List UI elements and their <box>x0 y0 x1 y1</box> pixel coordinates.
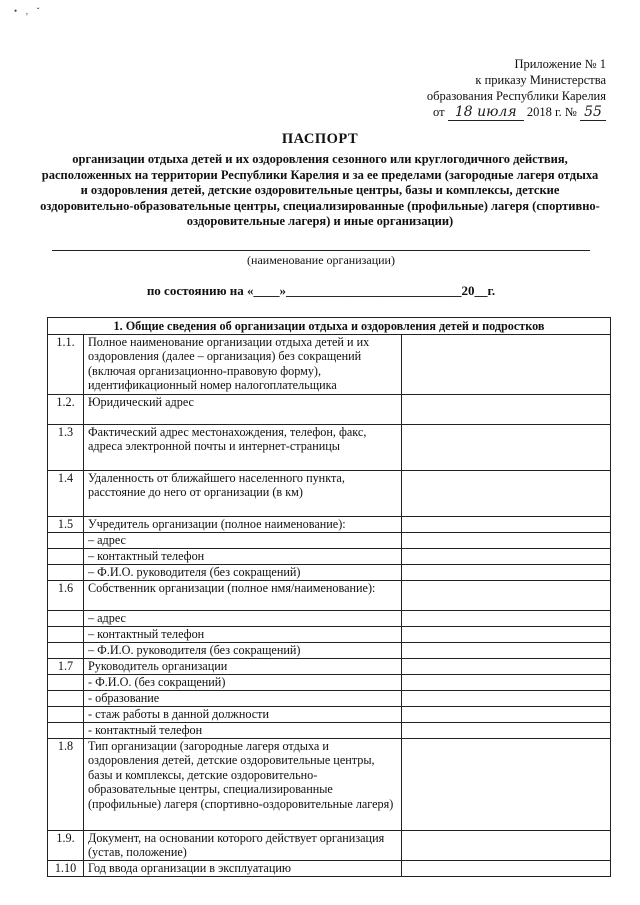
table-row <box>48 580 611 610</box>
row-label: – контактный телефон <box>84 626 402 642</box>
table-row <box>48 564 611 580</box>
table-row <box>48 722 611 738</box>
order-date-line <box>433 104 606 121</box>
document-subtitle: организации отдыха детей и их оздоровления сезонного или круглогодичного действия, расположенных на территории Республики Карелия и за ее пределами (загородные лагеря отдыха и оздоровления детей, детские оздоровительные центры, базы и комплексы, детские оздоровительно-образовательные центры, специализированные (профильные) лагеря (спортивно-оздоровительные лагеря) и иные организации) <box>40 152 600 228</box>
row-number <box>48 706 84 722</box>
row-label: – адрес <box>84 532 402 548</box>
section-1-title: 1. Общие сведения об организации отдыха и оздоровления детей и подростков <box>48 318 611 335</box>
row-label: Юридический адрес <box>84 394 402 424</box>
as-of-date-line: по состоянию на «____»___________________________20__г. <box>146 283 496 298</box>
row-value-cell[interactable] <box>402 564 611 580</box>
row-label: Год ввода организации в эксплуатацию <box>84 860 402 876</box>
row-label: Полное наименование организации отдыха детей и их оздоровления (далее – организация) без сокращений (включая организационно-правовую форму), идентификационный номер налогоплательщика <box>84 334 402 394</box>
row-value-cell[interactable] <box>402 860 611 876</box>
row-value-cell[interactable] <box>402 738 611 830</box>
row-number: 1.7 <box>48 658 84 674</box>
document-title: ПАСПОРТ <box>281 131 359 147</box>
row-label: Фактический адрес местонахождения, телефон, факс, адреса электронной почты и интернет-страницы <box>84 424 402 470</box>
table-row <box>48 334 611 394</box>
row-number <box>48 610 84 626</box>
corner-scan-marks: • ‚ ˇ <box>14 6 43 16</box>
row-label: - контактный телефон <box>84 722 402 738</box>
table-row <box>48 690 611 706</box>
table-row <box>48 860 611 876</box>
table-row <box>48 470 611 516</box>
row-value-cell[interactable] <box>402 424 611 470</box>
row-value-cell[interactable] <box>402 642 611 658</box>
row-value-cell[interactable] <box>402 722 611 738</box>
appendix-line-3: образования Республики Карелия <box>426 89 606 103</box>
row-label: – контактный телефон <box>84 548 402 564</box>
row-value-cell[interactable] <box>402 830 611 860</box>
handwritten-date: 18 июля <box>448 104 524 121</box>
row-number: 1.9. <box>48 830 84 860</box>
row-value-cell[interactable] <box>402 580 611 610</box>
table-row <box>48 532 611 548</box>
row-number <box>48 548 84 564</box>
row-label: - образование <box>84 690 402 706</box>
row-number: 1.8 <box>48 738 84 830</box>
row-number: 1.10 <box>48 860 84 876</box>
organization-name-line <box>52 250 590 251</box>
row-number <box>48 690 84 706</box>
passport-table <box>47 317 611 877</box>
row-value-cell[interactable] <box>402 658 611 674</box>
table-row <box>48 830 611 860</box>
row-label: Удаленность от ближайшего населенного пункта, расстояние до него от организации (в км) <box>84 470 402 516</box>
row-label: – Ф.И.О. руководителя (без сокращений) <box>84 564 402 580</box>
table-row <box>48 424 611 470</box>
row-value-cell[interactable] <box>402 516 611 532</box>
row-number <box>48 642 84 658</box>
row-label: Руководитель организации <box>84 658 402 674</box>
row-number: 1.4 <box>48 470 84 516</box>
table-row <box>48 658 611 674</box>
order-year-suffix: 2018 г. № <box>526 105 577 119</box>
row-value-cell[interactable] <box>402 532 611 548</box>
row-label: Учредитель организации (полное наименование): <box>84 516 402 532</box>
appendix-line-2: к приказу Министерства <box>475 73 606 87</box>
table-row <box>48 674 611 690</box>
row-number: 1.2. <box>48 394 84 424</box>
row-number <box>48 674 84 690</box>
appendix-line-1: Приложение № 1 <box>514 57 606 71</box>
row-value-cell[interactable] <box>402 470 611 516</box>
row-label: – Ф.И.О. руководителя (без сокращений) <box>84 642 402 658</box>
row-value-cell[interactable] <box>402 394 611 424</box>
row-number <box>48 722 84 738</box>
order-from-prefix: от <box>433 105 445 119</box>
appendix-header <box>427 56 606 121</box>
organization-name-caption: (наименование организации) <box>247 253 395 267</box>
row-label: - Ф.И.О. (без сокращений) <box>84 674 402 690</box>
row-label: Документ, на основании которого действует организация (устав, положение) <box>84 830 402 860</box>
row-number <box>48 532 84 548</box>
handwritten-order-number: 55 <box>580 104 606 121</box>
row-number <box>48 626 84 642</box>
row-number: 1.5 <box>48 516 84 532</box>
row-label: – адрес <box>84 610 402 626</box>
row-number: 1.6 <box>48 580 84 610</box>
row-number <box>48 564 84 580</box>
table-row <box>48 738 611 830</box>
table-row <box>48 610 611 626</box>
table-row <box>48 548 611 564</box>
table-row <box>48 626 611 642</box>
row-number: 1.3 <box>48 424 84 470</box>
row-value-cell[interactable] <box>402 674 611 690</box>
document-title-block <box>40 131 600 230</box>
table-row <box>48 642 611 658</box>
row-value-cell[interactable] <box>402 690 611 706</box>
row-value-cell[interactable] <box>402 706 611 722</box>
row-value-cell[interactable] <box>402 548 611 564</box>
row-value-cell[interactable] <box>402 334 611 394</box>
table-row <box>48 706 611 722</box>
row-label: Тип организации (загородные лагеря отдыха и оздоровления детей, детские оздоровительные центры, базы и комплексы, детские оздоровительно-образовательные центры, специализированные (профильные) лагеря (спортивно-оздоровительные лагеря) <box>84 738 402 830</box>
row-label: - стаж работы в данной должности <box>84 706 402 722</box>
row-label: Собственник организации (полное нмя/наименование): <box>84 580 402 610</box>
row-value-cell[interactable] <box>402 626 611 642</box>
row-number: 1.1. <box>48 334 84 394</box>
section-1-header <box>48 318 611 335</box>
row-value-cell[interactable] <box>402 610 611 626</box>
table-row <box>48 516 611 532</box>
table-row <box>48 394 611 424</box>
